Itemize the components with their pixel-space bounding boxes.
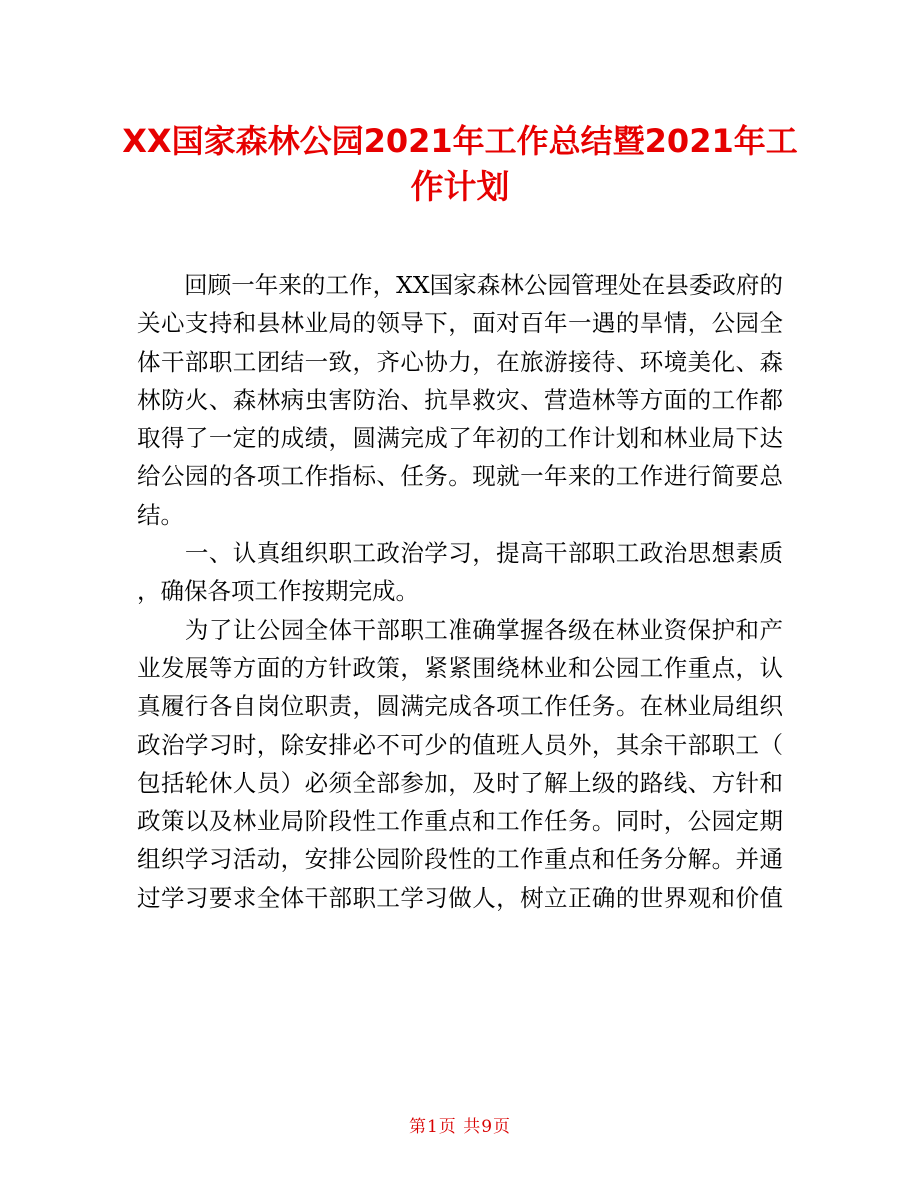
body-line: 组织学习活动，安排公园阶段性的工作重点和任务分解。并通 [137, 845, 783, 874]
body-line: 取得了一定的成绩，圆满完成了年初的工作计划和林业局下达 [137, 424, 783, 453]
title-line-1: XX国家森林公园2021年工作总结暨2021年工 [122, 122, 798, 160]
body-line: 林防火、森林病虫害防治、抗旱救灾、营造林等方面的工作都 [137, 385, 783, 414]
body-line: 为了让公园全体干部职工准确掌握各级在林业资保护和产 [137, 615, 783, 644]
body-line: 政策以及林业局阶段性工作重点和工作任务。同时，公园定期 [137, 807, 783, 836]
footer-suffix: 页 [493, 1117, 512, 1137]
body-line: 关心支持和县林业局的领导下，面对百年一遇的旱情，公园全 [137, 309, 783, 338]
body-line: 结。 [137, 500, 184, 529]
footer-middle: 页 共 [438, 1117, 482, 1137]
body-line: 包括轮休人员）必须全部参加，及时了解上级的路线、方针和 [137, 768, 783, 797]
footer-current-page: 1 [426, 1117, 439, 1137]
document-body [137, 266, 783, 917]
title-line-2: 作计划 [410, 167, 510, 206]
body-line: 真履行各自岗位职责，圆满完成各项工作任务。在林业局组织 [137, 692, 783, 721]
footer-prefix: 第 [408, 1117, 427, 1137]
body-line: 政治学习时，除安排必不可少的值班人员外，其余干部职工（ [137, 730, 783, 759]
footer-total-pages: 9 [481, 1117, 494, 1137]
body-line: 业发展等方面的方针政策，紧紧围绕林业和公园工作重点，认 [137, 653, 783, 682]
body-line: ，确保各项工作按期完成。 [137, 577, 419, 606]
body-line: 一、认真组织职工政治学习，提高干部职工政治思想素质 [137, 539, 783, 568]
body-line: 体干部职工团结一致，齐心协力，在旅游接待、环境美化、森 [137, 347, 783, 376]
body-line: 回顾一年来的工作，XX国家森林公园管理处在县委政府的 [137, 271, 783, 299]
body-line: 过学习要求全体干部职工学习做人，树立正确的世界观和价值 [137, 883, 783, 912]
page-footer [0, 1112, 920, 1137]
document-title [120, 118, 800, 210]
body-line: 给公园的各项工作指标、任务。现就一年来的工作进行简要总 [137, 462, 783, 491]
